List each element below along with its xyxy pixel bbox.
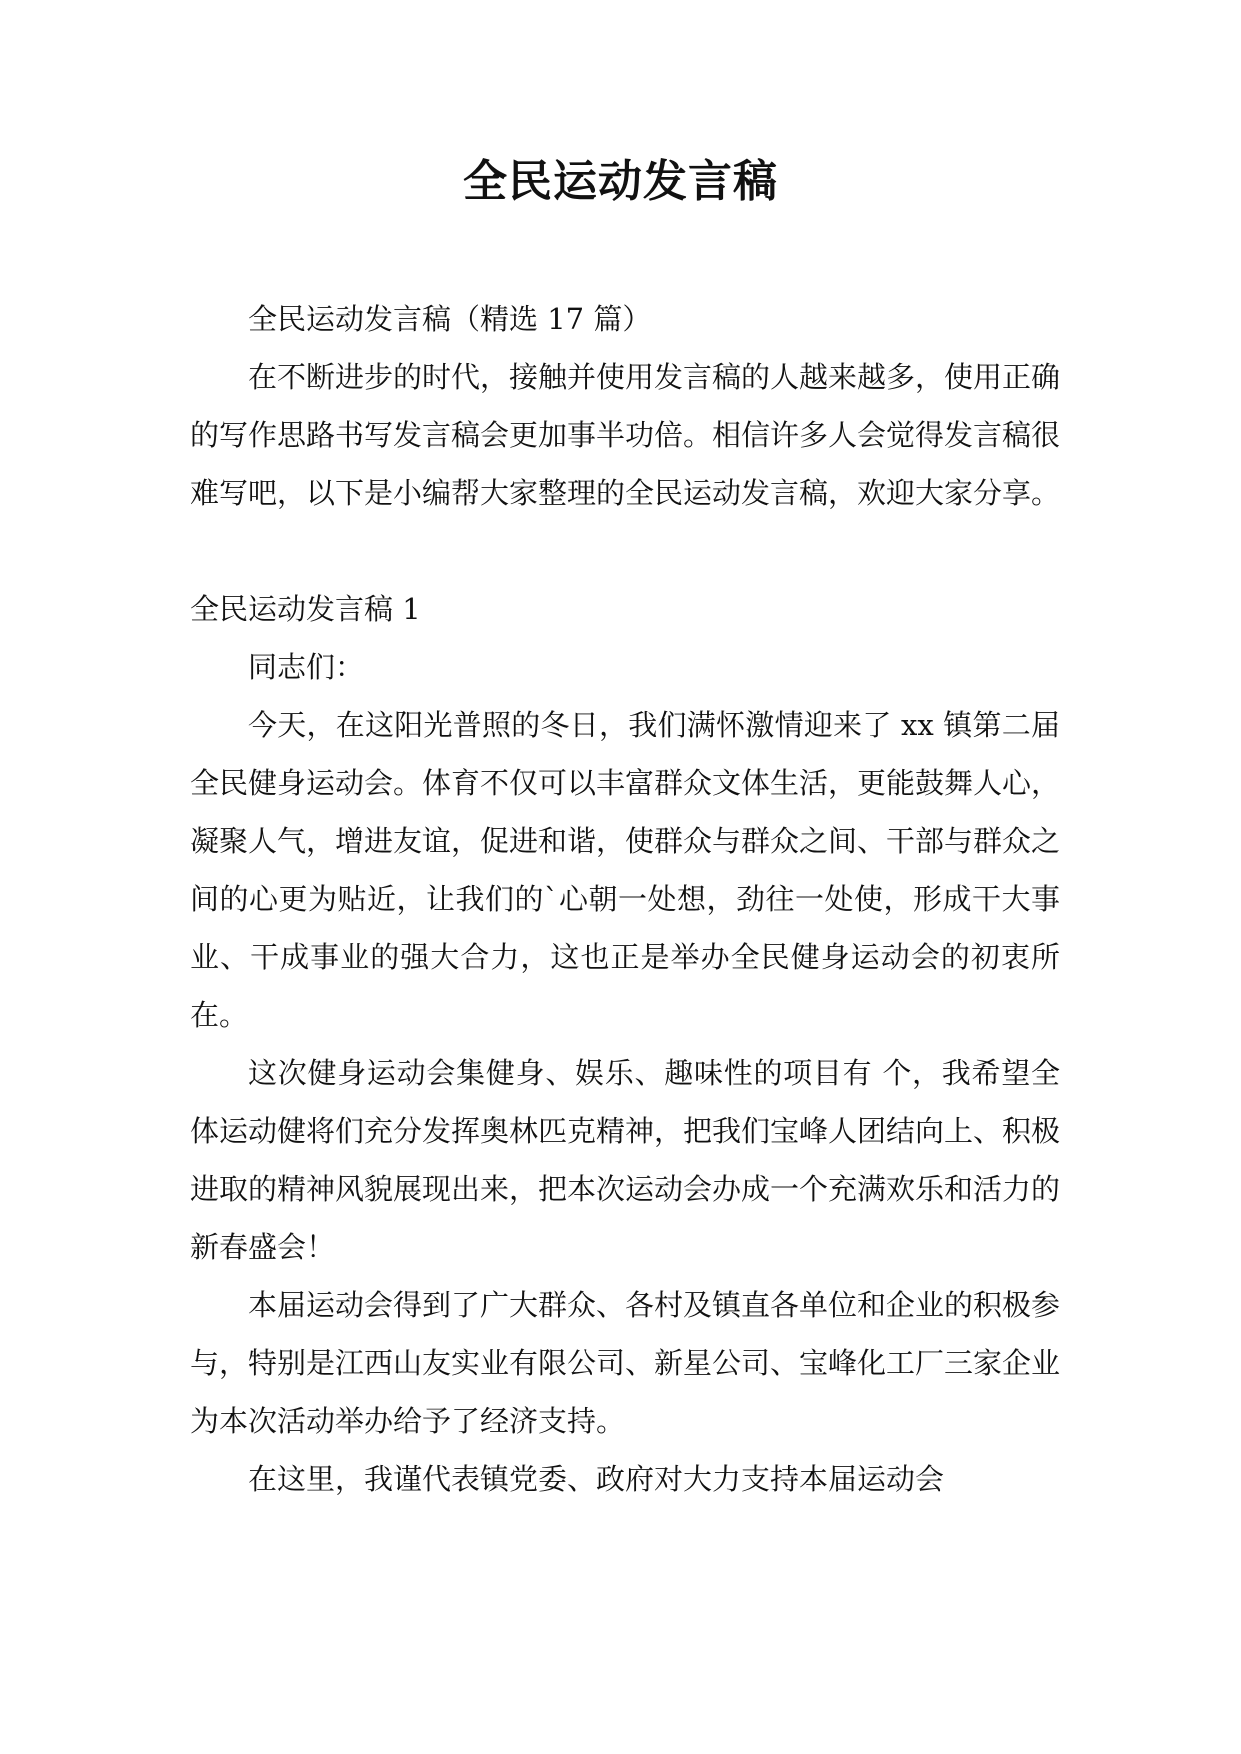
- page-title: 全民运动发言稿: [463, 156, 778, 207]
- section-gap: [190, 522, 1060, 580]
- document-subtitle: 全民运动发言稿（精选 17 篇）: [248, 302, 652, 336]
- body-paragraph-3: 本届运动会得到了广大群众、各村及镇直各单位和企业的积极参与，特别是江西山友实业有限公司、新星公司、宝峰化工厂三家企业为本次活动举办给予了经济支持。: [190, 1288, 1061, 1438]
- greeting-line: 同志们：: [248, 650, 365, 684]
- document-body: [190, 290, 1060, 1508]
- body-paragraph-1: 今天，在这阳光普照的冬日，我们满怀激情迎来了 xx 镇第二届全民健身运动会。体育不仅可以丰富群众文体生活，更能鼓舞人心，凝聚人气，增进友谊，促进和谐，使群众与群众之间、干部与群众之间的心更为贴近，让我们的`心朝一处想，劲往一处使，形成干大事业、干成事业的强大合力，这也正是举办全民健身运动会的初衷所在。: [190, 708, 1061, 1032]
- body-paragraph-2: 这次健身运动会集健身、娱乐、趣味性的项目有 个，我希望全体运动健将们充分发挥奥林匹克精神，把我们宝峰人团结向上、积极进取的精神风貌展现出来，把本次运动会办成一个充满欢乐和活力的新春盛会！: [190, 1056, 1061, 1264]
- intro-paragraph: 在不断进步的时代，接触并使用发言稿的人越来越多，使用正确的写作思路书写发言稿会更加事半功倍。相信许多人会觉得发言稿很难写吧，以下是小编帮大家整理的全民运动发言稿，欢迎大家分享。: [190, 360, 1061, 510]
- body-paragraph-4: 在这里，我谨代表镇党委、政府对大力支持本届运动会: [248, 1462, 945, 1496]
- section-heading: 全民运动发言稿 1: [190, 592, 421, 626]
